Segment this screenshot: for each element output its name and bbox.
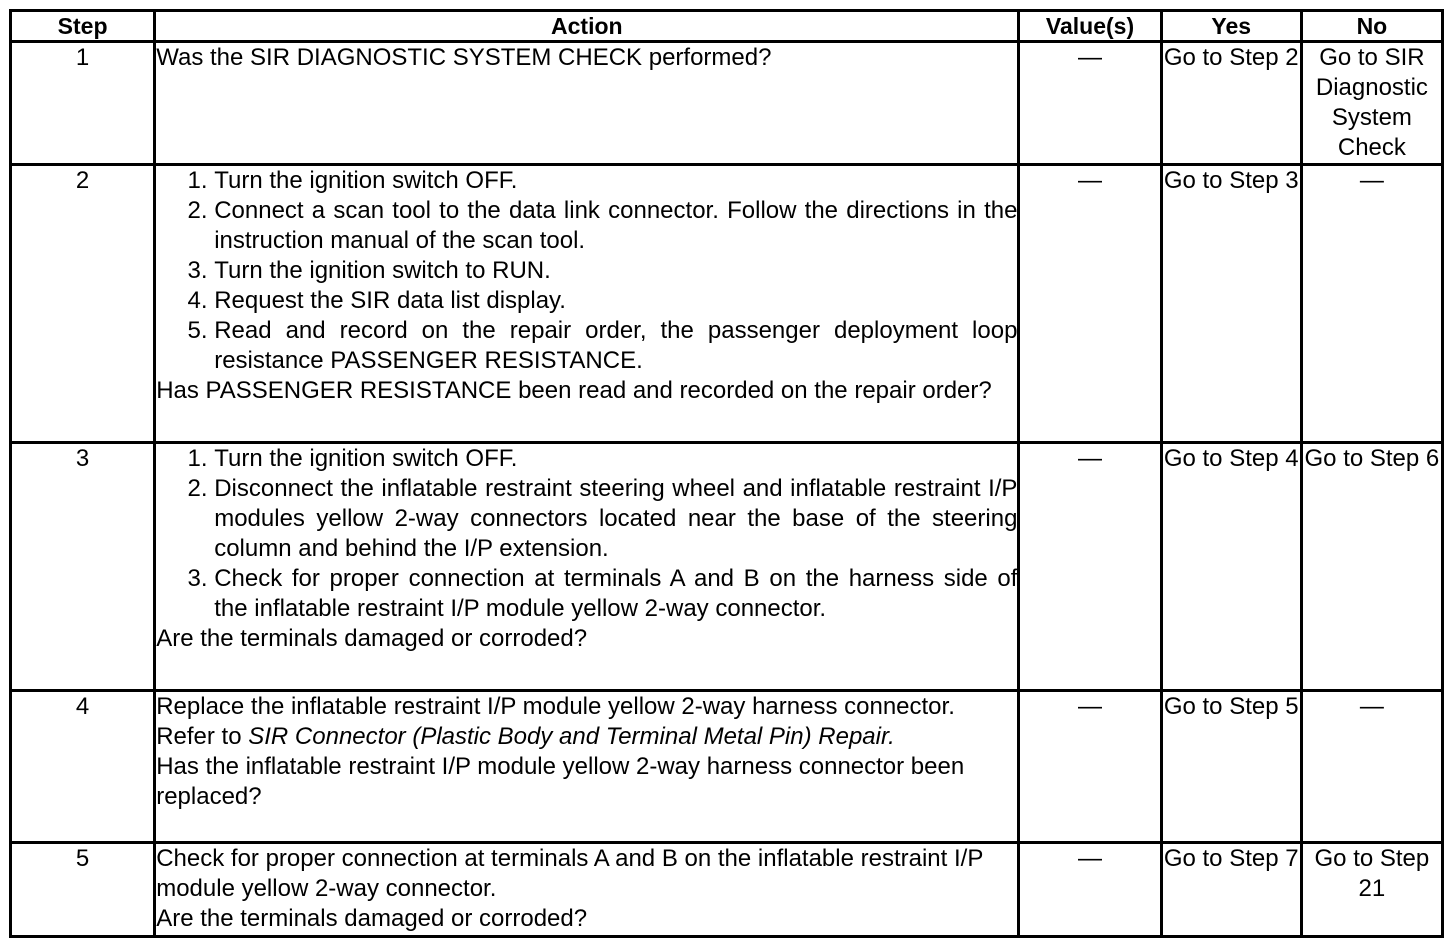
action-instruction xyxy=(156,692,1017,752)
no-cell: — xyxy=(1301,691,1442,843)
action-step-item: 3. Turn the ignition switch to RUN. xyxy=(214,256,1017,286)
step-number: 4 xyxy=(11,691,155,843)
no-cell: Go to Step 6 xyxy=(1301,443,1442,691)
action-question: Are the terminals damaged or corroded? xyxy=(156,905,588,932)
action-question: Has the inflatable restraint I/P module yellow 2-way harness connector been replaced? xyxy=(156,753,965,810)
action-cell xyxy=(155,443,1019,691)
no-cell: Go to SIR Diagnostic System Check xyxy=(1301,42,1442,165)
header-action: Action xyxy=(155,11,1019,42)
action-step-item: 3. Check for proper connection at terminals A and B on the harness side of the inflatable restraint I/P module yellow 2-way connector. xyxy=(214,564,1017,624)
action-step-item: 5. Read and record on the repair order, the passenger deployment loop resistance PASSENGER RESISTANCE. xyxy=(214,316,1017,376)
header-step: Step xyxy=(11,11,155,42)
action-question: Was the SIR DIAGNOSTIC SYSTEM CHECK performed? xyxy=(156,44,772,71)
action-cell xyxy=(155,165,1019,443)
repair-reference-link[interactable]: SIR Connector (Plastic Body and Terminal Metal Pin) Repair. xyxy=(248,723,895,750)
action-step-item: 2. Connect a scan tool to the data link connector. Follow the directions in the instruction manual of the scan tool. xyxy=(214,196,1017,256)
value-cell: — xyxy=(1019,42,1161,165)
action-cell xyxy=(155,691,1019,843)
header-row xyxy=(11,11,1443,42)
action-question: Are the terminals damaged or corroded? xyxy=(156,625,588,652)
table-row-step-5 xyxy=(11,843,1443,937)
action-instruction: Check for proper connection at terminals A and B on the inflatable restraint I/P module yellow 2-way connector. xyxy=(156,845,983,902)
value-cell: — xyxy=(1019,691,1161,843)
action-cell xyxy=(155,843,1019,937)
action-question: Has PASSENGER RESISTANCE been read and recorded on the repair order? xyxy=(156,377,992,404)
value-cell: — xyxy=(1019,165,1161,443)
table-row-step-4 xyxy=(11,691,1443,843)
action-step-item: 1. Turn the ignition switch OFF. xyxy=(214,444,1017,474)
action-instruction-text: Replace the inflatable restraint I/P module yellow 2-way harness connector. Refer to xyxy=(156,693,955,750)
action-step-item: 2. Disconnect the inflatable restraint steering wheel and inflatable restraint I/P modules yellow 2-way connectors located near the base of the steering column and behind the I/P extension. xyxy=(214,474,1017,564)
step-number: 3 xyxy=(11,443,155,691)
value-cell: — xyxy=(1019,443,1161,691)
no-cell: Go to Step 21 xyxy=(1301,843,1442,937)
table-row-step-3 xyxy=(11,443,1443,691)
yes-cell: Go to Step 2 xyxy=(1161,42,1301,165)
yes-cell: Go to Step 3 xyxy=(1161,165,1301,443)
no-cell: — xyxy=(1301,165,1442,443)
step-number: 2 xyxy=(11,165,155,443)
header-no: No xyxy=(1301,11,1442,42)
table-row-step-2 xyxy=(11,165,1443,443)
table-row-step-1 xyxy=(11,42,1443,165)
action-cell xyxy=(155,42,1019,165)
action-steps-list xyxy=(156,166,1017,376)
header-values: Value(s) xyxy=(1019,11,1161,42)
action-step-item: 4. Request the SIR data list display. xyxy=(214,286,1017,316)
yes-cell: Go to Step 5 xyxy=(1161,691,1301,843)
yes-cell: Go to Step 4 xyxy=(1161,443,1301,691)
value-cell: — xyxy=(1019,843,1161,937)
step-number: 1 xyxy=(11,42,155,165)
action-steps-list xyxy=(156,444,1017,624)
yes-cell: Go to Step 7 xyxy=(1161,843,1301,937)
header-yes: Yes xyxy=(1161,11,1301,42)
diagnostic-table xyxy=(9,9,1444,938)
action-step-item: 1. Turn the ignition switch OFF. xyxy=(214,166,1017,196)
step-number: 5 xyxy=(11,843,155,937)
